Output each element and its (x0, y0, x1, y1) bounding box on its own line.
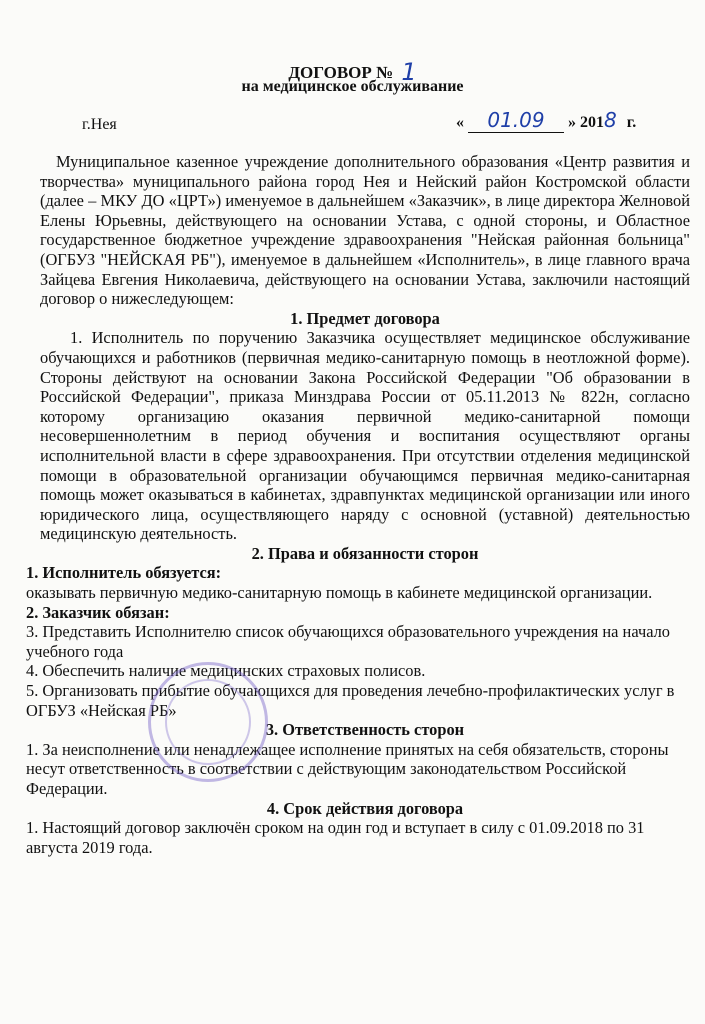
section-1-text: 1. Исполнитель по поручению Заказчика осуществляет медицинское обслуживание обучающихся и работников (первичная медико-санитарную помощь в неотложной форме). Стороны действуют на основании Закона Российской Федерации "Об образовании в Российской Федерации", приказа Минздрава России от 05.11.2013 № 822н, согласно которому организацию оказания первичной медико-санитарной помощи несовершеннолетним в период обучения и воспитания осуществляют органы исполнительной власти в сфере здравоохранения. При отсутствии отделения медицинской помощи в образовательной организации обучающимся первичная медико-санитарная помощь может оказываться в кабинетах, здравпунктах медицинской организации или иного юридического лица, осуществляющего наряду с основной (уставной) деятельностью медицинскую деятельность. (40, 328, 690, 544)
contract-subtitle: на медицинское обслуживание (241, 78, 464, 95)
section-4-title: 4. Срок действия договора (266, 798, 464, 818)
contract-body (26, 152, 690, 857)
executor-obligations-heading: 1. Исполнитель обязуется: (26, 563, 222, 583)
section-4-text: 1. Настоящий договор заключён сроком на один год и вступает в силу с 01.09.2018 по 31 августа 2019 года. (26, 818, 645, 857)
year-prefix: 201 (580, 114, 604, 131)
city: г.Нея (82, 116, 117, 133)
date-open-quote: « (456, 114, 464, 131)
section-2-title: 2. Права и обязанности сторон (251, 543, 479, 563)
title-text: ДОГОВОР № (288, 63, 394, 82)
year-suffix: г. (626, 114, 637, 131)
executor-obligations-text: оказывать первичную медико-санитарную помощь в кабинете медицинской организации. (26, 583, 653, 603)
handwritten-contract-number: 1 (401, 58, 417, 86)
customer-obligation-item: 3. Представить Исполнителю список обучающихся образовательного учреждения на начало учебного года (26, 622, 670, 661)
section-3-title: 3. Ответственность сторон (265, 720, 465, 740)
contract-date (456, 108, 636, 133)
date-close-quote: » (568, 114, 576, 131)
customer-obligation-item: 4. Обеспечить наличие медицинских страховых полисов. (26, 661, 426, 681)
date-blank (468, 108, 564, 133)
handwritten-date: 01.09 (487, 108, 545, 132)
customer-obligations-heading: 2. Заказчик обязан: (26, 602, 170, 622)
handwritten-year-digit: 8 (604, 108, 617, 132)
section-3-text: 1. За неисполнение или ненадлежащее исполнение принятых на себя обязательств, стороны несут ответственность в соответствии с действующим законодательством Российской Федерации. (26, 739, 669, 798)
intro-paragraph: Муниципальное казенное учреждение дополнительного образования «Центр развития и творчества» муниципального района город Нея и Нейский район Костромской области (далее – МКУ ДО «ЦРТ») именуемое в дальнейшем «Заказчик», в лице директора Желновой Елены Юрьевны, действующего на основании Устава, с одной стороны, и Областное государственное бюджетное учреждение здравоохранения "Нейская районная больница" (ОГБУЗ "НЕЙСКАЯ РБ"), именуемое в дальнейшем «Исполнитель», в лице главного врача Зайцева Евгения Николаевича, действующего на основании Устава, заключили настоящий договор о нижеследующем: (40, 152, 690, 309)
customer-obligation-item: 5. Организовать прибытие обучающихся для проведения лечебно-профилактических услуг в ОГБУЗ «Нейская РБ» (26, 681, 675, 720)
section-1-title: 1. Предмет договора (290, 308, 440, 328)
